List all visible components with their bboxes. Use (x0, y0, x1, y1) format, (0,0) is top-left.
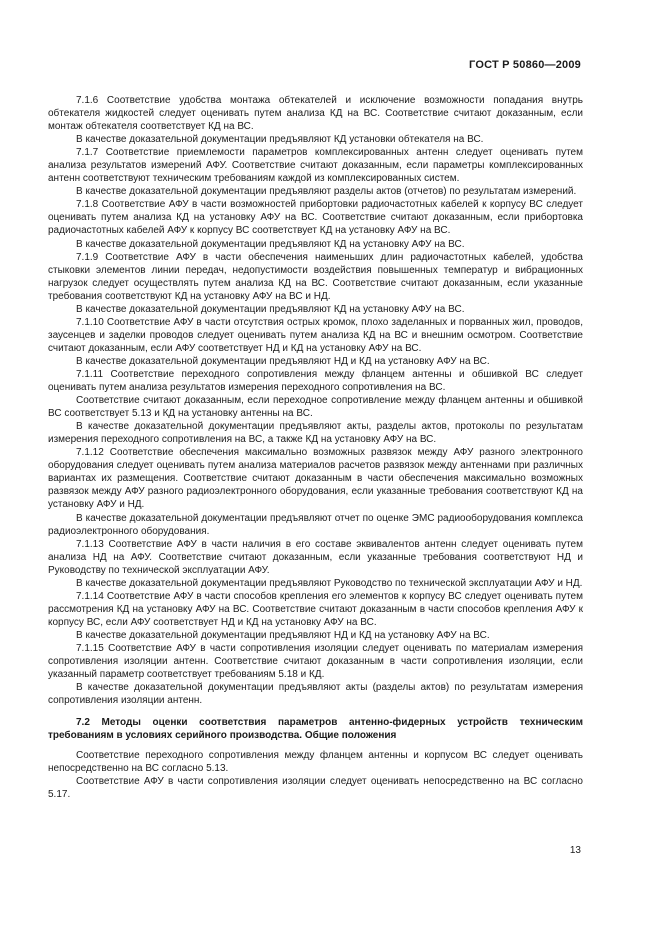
body-paragraph: В качестве доказательной документации предъявляют КД на установку АФУ на ВС. (76, 303, 465, 315)
section-paragraph: Соответствие переходного сопротивления между фланцем антенны и корпусом ВС следует оценивать непосредственно на ВС согласно 5.13. (48, 750, 583, 775)
section-paragraph-list (48, 749, 583, 801)
body-paragraph: В качестве доказательной документации предъявляют Руководство по технической эксплуатации АФУ и НД. (76, 577, 583, 589)
body-paragraph: 7.1.14 Соответствие АФУ в части способов крепления его элементов к корпусу ВС следует оценивать путем рассмотрения КД на установку АФУ на ВС. Соответствие считают доказанным в части способов крепления АФУ к корпусу ВС, если АФУ соответствует НД и КД на установку АФУ на ВС. (48, 590, 583, 628)
body-paragraph: В качестве доказательной документации предъявляют отчет по оценке ЭМС радиооборудования комплекса радиоэлектронного оборудования. (48, 512, 583, 537)
body-paragraph: В качестве доказательной документации предъявляют акты (разделы актов) по результатам измерения сопротивления изоляции антенн. (48, 682, 583, 707)
body-paragraph: В качестве доказательной документации предъявляют разделы актов (отчетов) по результатам измерений. (76, 186, 577, 198)
section-heading: 7.2 Методы оценки соответствия параметров антенно-фидерных устройств техническим требованиям в условиях серийного производства. Общие положения (48, 717, 583, 742)
body-paragraph: В качестве доказательной документации предъявляют НД и КД на установку АФУ на ВС. (76, 355, 490, 367)
body-paragraph: 7.1.6 Соответствие удобства монтажа обтекателей и исключение возможности попадания внутрь обтекателя жидкостей следует оценивать путем анализа КД на ВС. Соответствие считают доказанным, если монтаж обтекателя соответствует КД на ВС. (48, 95, 583, 133)
document-body (48, 94, 583, 801)
body-paragraph: 7.1.10 Соответствие АФУ в части отсутствия острых кромок, плохо заделанных и порванных жил, проводов, заусенцев и заделки проводов следует оценивать путем анализа КД на ВС и внешним осмотром. Соответствие считают доказанным, если АФУ соответствует НД и КД на установку АФУ на ВС. (48, 316, 583, 354)
section-paragraph: Соответствие АФУ в части сопротивления изоляции следует оценивать непосредственно на ВС согласно 5.17. (48, 776, 583, 801)
body-paragraph: В качестве доказательной документации предъявляют КД на установку АФУ на ВС. (76, 238, 465, 250)
standard-number: ГОСТ Р 50860—2009 (469, 59, 581, 71)
body-paragraph: 7.1.13 Соответствие АФУ в части наличия в его составе эквивалентов антенн следует оценивать путем анализа НД на АФУ. Соответствие считают доказанным, если указанные требования соответствуют НД и Руководству по технической эксплуатации АФУ. (48, 538, 583, 576)
paragraph-list (48, 94, 583, 707)
page-number: 13 (569, 845, 581, 856)
body-paragraph: 7.1.7 Соответствие приемлемости параметров комплексированных антенн следует оценивать путем анализа результатов измерений АФУ. Соответствие считают доказанным, если параметры комплексированных антенн соответствуют техническим требованиям каждой из комплексированных систем. (48, 147, 583, 185)
body-paragraph: В качестве доказательной документации предъявляют НД и КД на установку АФУ на ВС. (76, 629, 490, 641)
body-paragraph: 7.1.9 Соответствие АФУ в части обеспечения наименьших длин радиочастотных кабелей, удобства стыковки элементов линии передач, недопустимости воздействия повышенных температур и вибрационных нагрузок следует осуществлять путем анализа КД на ВС. Соответствие считают доказанным, если указанные требования соответствуют КД на установку АФУ на ВС и НД. (48, 251, 583, 302)
body-paragraph: 7.1.12 Соответствие обеспечения максимально возможных развязок между АФУ разного электронного оборудования следует оценивать путем анализа материалов расчетов развязок между антеннами при различных вариантах их размещения. Соответствие считают доказанным в части обеспечения максимально возможных развязок между АФУ разного радиоэлектронного оборудования, если указанные требования соответствуют КД на установку АФУ и НД. (48, 447, 583, 511)
body-paragraph: В качестве доказательной документации предъявляют КД установки обтекателя на ВС. (76, 134, 484, 146)
body-paragraph: Соответствие считают доказанным, если переходное сопротивление между фланцем антенны и обшивкой ВС соответствует 5.13 и КД на установку антенны на ВС. (48, 395, 583, 420)
body-paragraph: 7.1.8 Соответствие АФУ в части возможностей прибортовки радиочастотных кабелей к корпусу ВС следует оценивать путем анализа КД на установку АФУ на ВС. Соответствие считают доказанным, если прибортовка радиочастотных кабелей АФУ к корпусу ВС соответствует КД на установку АФУ на ВС. (48, 199, 583, 237)
body-paragraph: 7.1.11 Соответствие переходного сопротивления между фланцем антенны и обшивкой ВС следует оценивать путем анализа результатов измерения переходного сопротивления на ВС. (48, 368, 583, 394)
body-paragraph: 7.1.15 Соответствие АФУ в части сопротивления изоляции следует оценивать по материалам измерения сопротивления изоляции антенн. Соответствие считают доказанным в части сопротивления изоляции, если указанный параметр соответствует требованиям 5.18 и КД. (48, 642, 583, 681)
body-paragraph: В качестве доказательной документации предъявляют акты, разделы актов, протоколы по результатам измерения переходного сопротивления на ВС, а также КД на установку АФУ на ВС. (48, 421, 583, 446)
